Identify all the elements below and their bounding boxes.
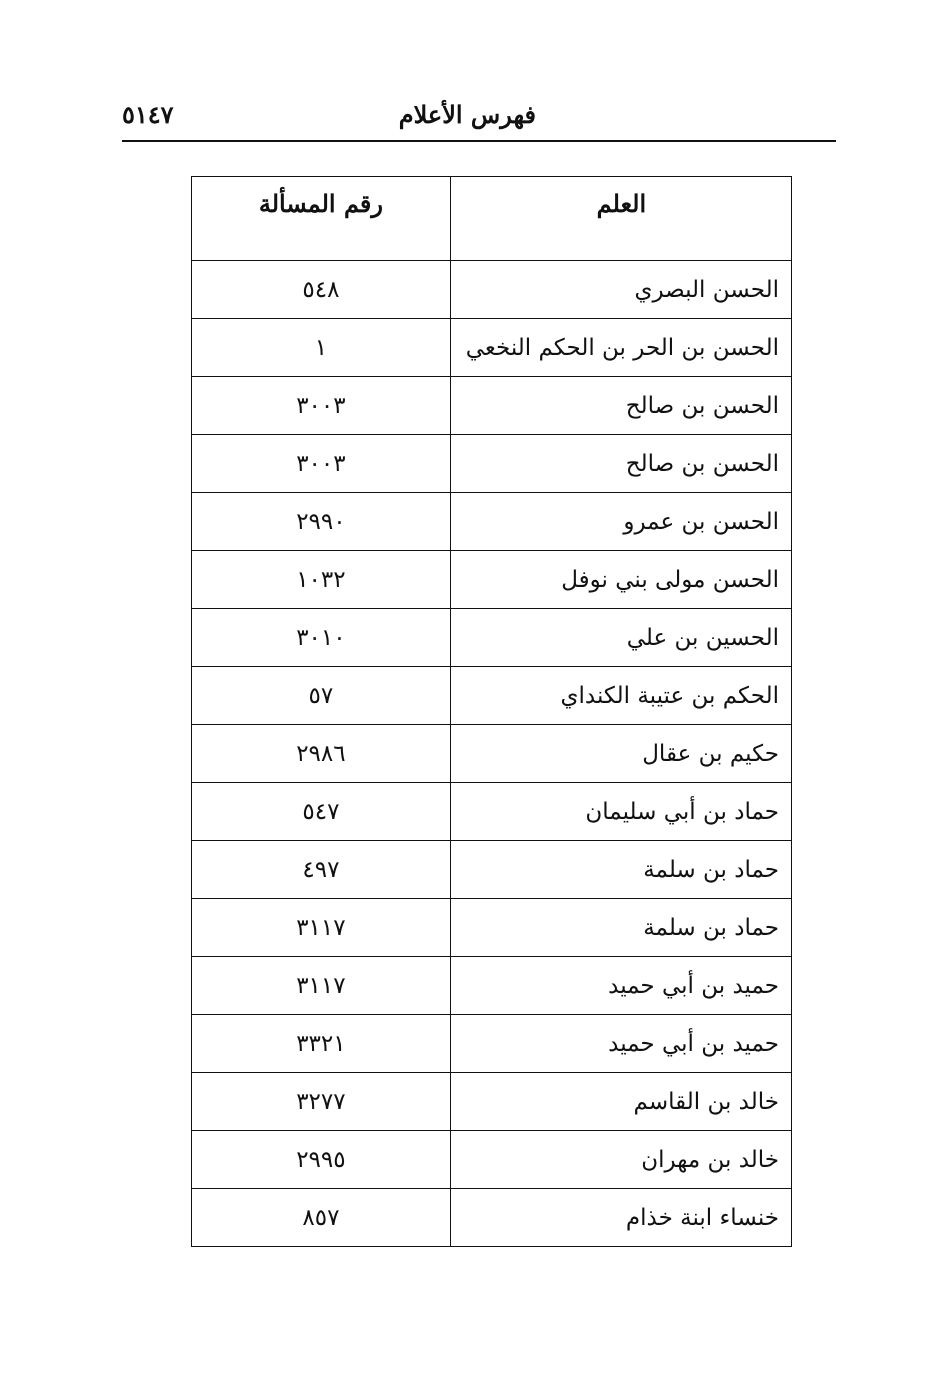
name-cell: الحكم بن عتيبة الكنداي bbox=[450, 667, 791, 725]
name-cell: حماد بن أبي سليمان bbox=[450, 783, 791, 841]
number-cell: ٤٩٧ bbox=[192, 841, 451, 899]
number-cell: ٥٤٧ bbox=[192, 783, 451, 841]
number-cell: ٣٣٢١ bbox=[192, 1015, 451, 1073]
number-cell: ٣٠١٠ bbox=[192, 609, 451, 667]
number-cell: ٣٠٠٣ bbox=[192, 377, 451, 435]
column-header-number: رقم المسألة bbox=[192, 177, 451, 261]
page-title: فهرس الأعلام bbox=[398, 100, 536, 129]
table-row bbox=[192, 1073, 792, 1131]
table-row bbox=[192, 377, 792, 435]
number-cell: ٣٠٠٣ bbox=[192, 435, 451, 493]
name-cell: الحسن البصري bbox=[450, 261, 791, 319]
page-number: ٥١٤٧ bbox=[122, 100, 174, 129]
table-row bbox=[192, 1131, 792, 1189]
name-cell: الحسن بن صالح bbox=[450, 435, 791, 493]
page-header bbox=[122, 92, 836, 142]
table-row bbox=[192, 957, 792, 1015]
number-cell: ٢٩٩٥ bbox=[192, 1131, 451, 1189]
name-cell: خالد بن مهران bbox=[450, 1131, 791, 1189]
name-cell: حماد بن سلمة bbox=[450, 899, 791, 957]
name-cell: الحسن بن صالح bbox=[450, 377, 791, 435]
table-row bbox=[192, 551, 792, 609]
table-row bbox=[192, 899, 792, 957]
name-cell: حميد بن أبي حميد bbox=[450, 1015, 791, 1073]
number-cell: ٥٤٨ bbox=[192, 261, 451, 319]
table-row bbox=[192, 841, 792, 899]
table-row bbox=[192, 1189, 792, 1247]
number-cell: ٣٢٧٧ bbox=[192, 1073, 451, 1131]
name-cell: حميد بن أبي حميد bbox=[450, 957, 791, 1015]
column-header-name: العلم bbox=[450, 177, 791, 261]
names-index-table bbox=[191, 176, 792, 1247]
table-row bbox=[192, 493, 792, 551]
number-cell: ٢٩٨٦ bbox=[192, 725, 451, 783]
name-cell: حماد بن سلمة bbox=[450, 841, 791, 899]
table-row bbox=[192, 609, 792, 667]
number-cell: ١ bbox=[192, 319, 451, 377]
table-row bbox=[192, 783, 792, 841]
table-row bbox=[192, 1015, 792, 1073]
table-row bbox=[192, 319, 792, 377]
table-row bbox=[192, 261, 792, 319]
number-cell: ٢٩٩٠ bbox=[192, 493, 451, 551]
name-cell: الحسين بن علي bbox=[450, 609, 791, 667]
number-cell: ٣١١٧ bbox=[192, 899, 451, 957]
table-row bbox=[192, 435, 792, 493]
name-cell: حكيم بن عقال bbox=[450, 725, 791, 783]
table-header-row bbox=[192, 177, 792, 261]
name-cell: الحسن مولى بني نوفل bbox=[450, 551, 791, 609]
name-cell: خنساء ابنة خذام bbox=[450, 1189, 791, 1247]
number-cell: ٣١١٧ bbox=[192, 957, 451, 1015]
name-cell: الحسن بن عمرو bbox=[450, 493, 791, 551]
name-cell: خالد بن القاسم bbox=[450, 1073, 791, 1131]
number-cell: ٥٧ bbox=[192, 667, 451, 725]
name-cell: الحسن بن الحر بن الحكم النخعي bbox=[450, 319, 791, 377]
table-row bbox=[192, 667, 792, 725]
number-cell: ١٠٣٢ bbox=[192, 551, 451, 609]
number-cell: ٨٥٧ bbox=[192, 1189, 451, 1247]
table-row bbox=[192, 725, 792, 783]
